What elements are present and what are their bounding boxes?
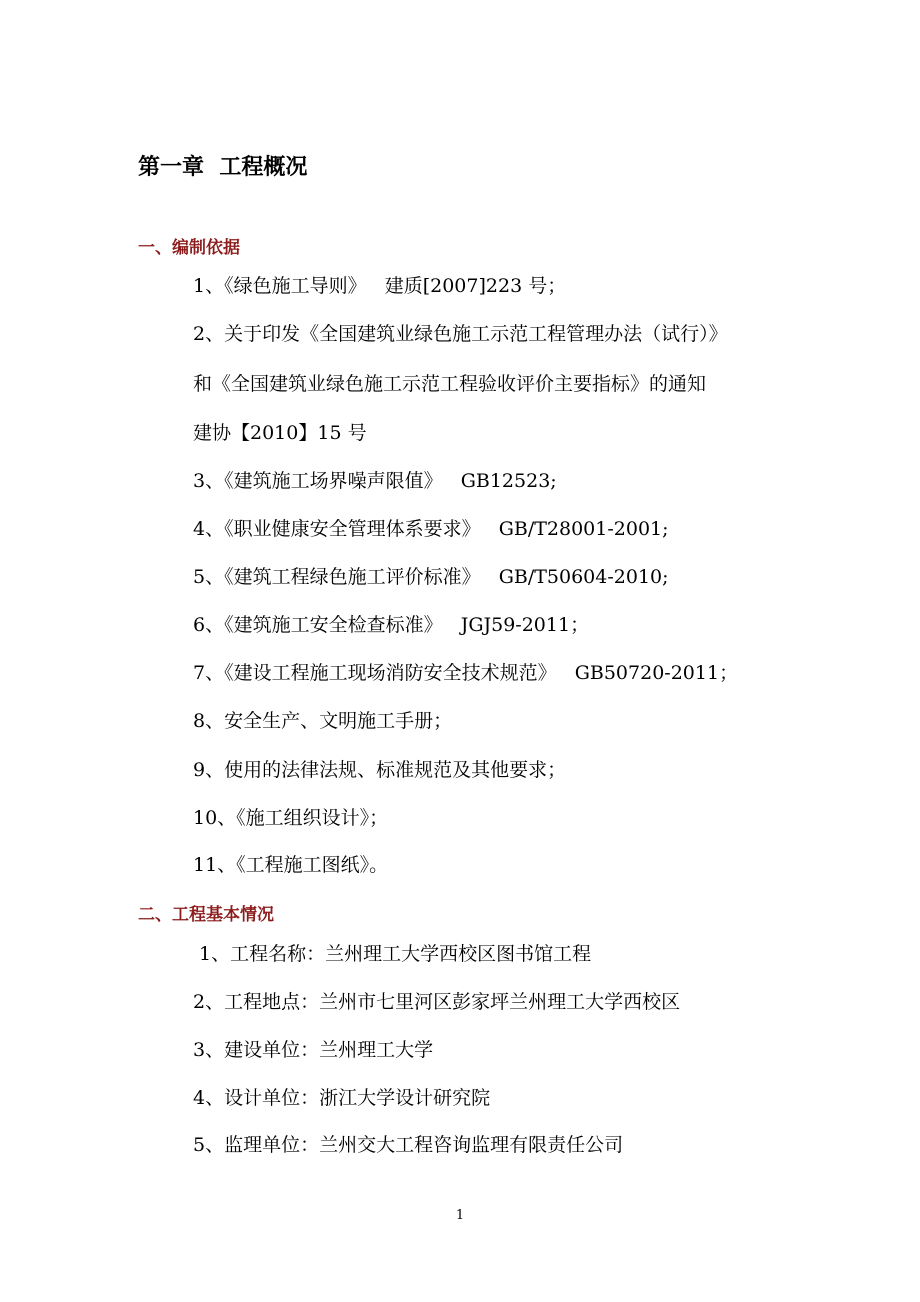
basis-item-9: 9、使用的法律法规、标准规范及其他要求； bbox=[193, 759, 567, 781]
chapter-title: 第一章 工程概况 bbox=[138, 155, 308, 180]
section-heading-basis: 一、编制依据 bbox=[138, 238, 240, 258]
basis-item-11: 11、《工程施工图纸》。 bbox=[193, 854, 389, 876]
project-info-item-3: 3、建设单位：兰州理工大学 bbox=[193, 1039, 434, 1061]
basis-item-10: 10、《施工组织设计》； bbox=[193, 807, 389, 829]
basis-item-2: 2、关于印发《全国建筑业绿色施工示范工程管理办法（试行）》 bbox=[193, 323, 728, 345]
page-number: 1 bbox=[455, 1208, 465, 1223]
basis-item-5: 5、《建筑工程绿色施工评价标准》 GB/T50604-2010; bbox=[193, 566, 669, 588]
basis-item-3: 3、《建筑施工场界噪声限值》 GB12523; bbox=[193, 470, 557, 492]
basis-item-8: 8、安全生产、文明施工手册； bbox=[193, 710, 453, 732]
project-info-item-1: 1、工程名称：兰州理工大学西校区图书馆工程 bbox=[193, 943, 592, 965]
basis-item-4: 4、《职业健康安全管理体系要求》 GB/T28001-2001; bbox=[193, 518, 669, 540]
basis-item-2-cont: 和《全国建筑业绿色施工示范工程验收评价主要指标》的通知 bbox=[193, 373, 707, 395]
project-info-item-4: 4、设计单位：浙江大学设计研究院 bbox=[193, 1087, 491, 1109]
basis-item-1: 1、《绿色施工导则》 建质[2007]223 号； bbox=[193, 275, 567, 297]
project-info-item-2: 2、工程地点：兰州市七里河区彭家坪兰州理工大学西校区 bbox=[193, 991, 681, 1013]
project-info-item-5: 5、监理单位：兰州交大工程咨询监理有限责任公司 bbox=[193, 1134, 624, 1156]
basis-item-2-cont: 建协【2010】15 号 bbox=[193, 422, 367, 444]
section-heading-project-info: 二、工程基本情况 bbox=[138, 905, 274, 925]
basis-item-7: 7、《建设工程施工现场消防安全技术规范》 GB50720-2011； bbox=[193, 662, 739, 684]
basis-item-6: 6、《建筑施工安全检查标准》 JGJ59-2011； bbox=[193, 614, 590, 636]
